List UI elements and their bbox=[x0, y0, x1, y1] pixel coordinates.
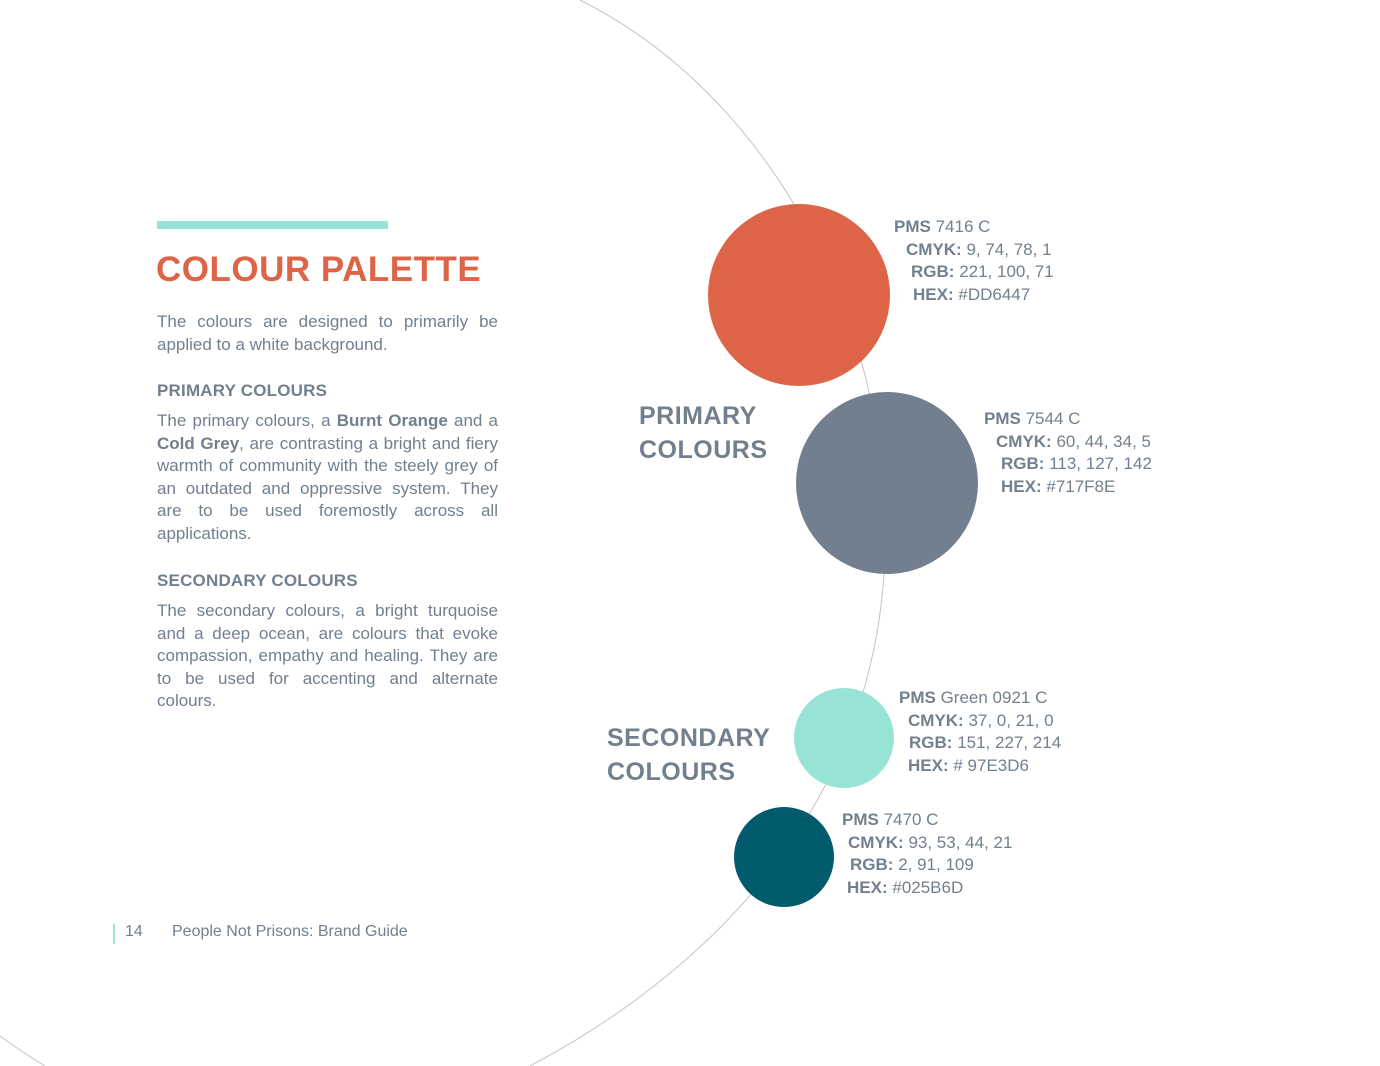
footer-accent-tick bbox=[113, 924, 115, 944]
secondary-colours-paragraph: The secondary colours, a bright turquoise and a deep ocean, are colours that evoke compassion, empathy and healing. They are to be used for accenting and alternate colours. bbox=[157, 601, 498, 711]
burnt-orange-term: Burnt Orange bbox=[336, 411, 448, 430]
cold-grey-term: Cold Grey bbox=[157, 433, 240, 453]
swatch-bright-turquoise bbox=[794, 688, 894, 788]
spec-cold-grey: PMS 7544 C CMYK: 60, 44, 34, 5 RGB: 113, 127, 142 HEX: #717F8E bbox=[984, 409, 1152, 497]
primary-colours-label: PRIMARY COLOURS bbox=[639, 402, 768, 464]
swatch-deep-ocean bbox=[734, 807, 834, 907]
secondary-colours-heading: SECONDARY COLOURS bbox=[157, 571, 358, 590]
swatch-cold-grey bbox=[796, 392, 978, 574]
document-title: People Not Prisons: Brand Guide bbox=[172, 923, 408, 940]
spec-bright-turquoise: PMS Green 0921 C CMYK: 37, 0, 21, 0 RGB: 151, 227, 214 HEX: # 97E3D6 bbox=[899, 688, 1062, 776]
swatch-burnt-orange bbox=[708, 204, 890, 386]
page-number: 14 bbox=[125, 923, 143, 940]
primary-colours-heading: PRIMARY COLOURS bbox=[157, 381, 328, 400]
secondary-colours-label: SECONDARY COLOURS bbox=[607, 724, 771, 786]
intro-paragraph: The colours are designed to primarily be applied to a white background. bbox=[157, 312, 498, 354]
spec-deep-ocean: PMS 7470 C CMYK: 93, 53, 44, 21 RGB: 2, 91, 109 HEX: #025B6D bbox=[842, 810, 1013, 898]
primary-colours-paragraph: The primary colours, a Burnt Orange and a Cold Grey, are contrasting a bright and fiery warmth of community with the steely grey of an outdated and oppressive system. They are to be used foremostly across all applications. bbox=[157, 411, 499, 543]
spec-burnt-orange: PMS 7416 C CMYK: 9, 74, 78, 1 RGB: 221, 100, 71 HEX: #DD6447 bbox=[894, 217, 1054, 305]
title-accent-bar bbox=[157, 221, 388, 229]
page-title: COLOUR PALETTE bbox=[156, 250, 482, 289]
